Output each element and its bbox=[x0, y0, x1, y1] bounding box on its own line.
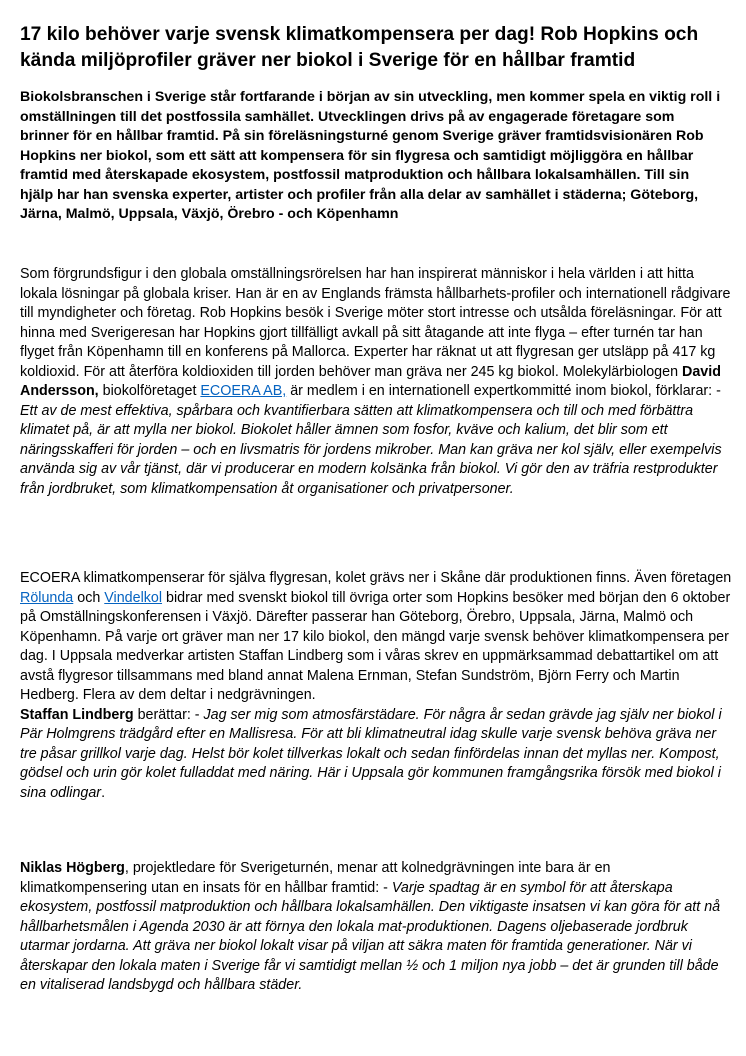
paragraph-ecoera bbox=[20, 569, 732, 803]
quote-david-andersson: Ett av de mest effektiva, spårbara och kvantifierbara sätten att klimatkompensera och till och med förbättra klimatet på, är att mylla ner biokol. Biokolet håller ämnen som fosfor, kväve och kalium, det blir som ett näringsskafferi för jorden – och en livsmatris för jordens mikrober. Man kan gräva ner kol själv, eller exempelvis använda sig av vår tjänst, där vi producerar en modern kolsänka från biokol. Vi gör den av träfria restprodukter från jordbruket, som klimatkompensation åt organisationer och privatpersoner. bbox=[20, 402, 722, 497]
paragraph-text: bidrar med svenskt biokol till övriga orter som Hopkins besöker med början den 6 oktober på Omställningskonferensen i Växjö. Därefter passerar han Göteborg, Örebro, Uppsala, Järna, Malmö och Köpenhamn. På varje ort gräver man ner 17 kilo biokol, den mängd varje svensk behöver klimatkompensera per dag. I Uppsala medverkar artisten Staffan Lindberg som i våras skrev en uppmärksammad debattartikel om att avstå flygresor tillsammans med bland annat Malena Ernman, Stefan Sundström, Björn Ferry och Martin Hedberg. Flera av dem deltar i nedgrävningen. bbox=[20, 589, 731, 703]
article-title: 17 kilo behöver varje svensk klimatkompensera per dag! Rob Hopkins och kända miljöprofiler gräver ner biokol i Sverige för en hållbar framtid bbox=[20, 24, 699, 71]
quote-staffan-lindberg: Jag ser mig som atmosfärstädare. För några år sedan grävde jag själv ner biokol i Pär Holmgrens trädgård efter en Mallisresa. För att bli klimatneutral idag skulle varje svensk behöva gräva ner tre påsar grillkol varje dag. Helst bör kolet tillverkas lokalt och sedan finfördelas innan det myllas ner. Kompost, gödsel och urin gör kolet fulladdat med näring. Här i Uppsala gör kommunen framgångsrika försök med biokol i sina odlingar bbox=[20, 706, 722, 801]
link-vindelkol[interactable]: Vindelkol bbox=[104, 589, 163, 606]
person-name-staffan-lindberg: Staffan Lindberg bbox=[20, 706, 134, 723]
paragraph-text: ECOERA klimatkompenserar för själva flygresan, kolet grävs ner i Skåne där produktionen finns. Även företagen bbox=[20, 570, 732, 586]
paragraph-text: och bbox=[73, 589, 105, 606]
paragraph-hogberg bbox=[20, 859, 732, 996]
quote-niklas-hogberg: Varje spadtag är en symbol för att återskapa ekosystem, postfossil matproduktion och hållbara lokalsamhällen. Den viktigaste insatsen vi kan göra för att nå hållbarhetsmålen i Agenda 2030 är att förnya den lokala mat-produktionen. Dagens oljebaserade jordbruk utarmar jordarna. Att gräva ner biokol lokalt visar på viljan att säkra maten för framtida generationer. När vi återskapar den lokala maten i Sverige får vi samtidigt mellan ½ och 1 miljon nya jobb – det är grunden till både en vitaliserad landsbygd och hållbara städer. bbox=[20, 879, 721, 993]
paragraph-text: . bbox=[101, 784, 106, 801]
paragraph-text: är medlem i en internationell expertkommitté inom biokol, förklarar: - bbox=[286, 383, 721, 399]
paragraph-text: berättar: - bbox=[133, 706, 204, 723]
paragraph-hopkins bbox=[20, 265, 732, 499]
link-ecoera[interactable]: ECOERA AB, bbox=[200, 383, 287, 399]
person-name-niklas-hogberg: Niklas Högberg bbox=[20, 860, 125, 876]
paragraph-text: biokolföretaget bbox=[98, 383, 201, 399]
article-lead: Biokolsbranschen i Sverige står fortfarande i början av sin utveckling, men kommer spela en viktig roll i omställningen till det postfossila samhället. Utvecklingen drivs på av engagerade företagare som brinner för en hållbar framtid. På sin föreläsningsturné genom Sverige gräver framtidsvisionären Rob Hopkins ner biokol, som ett sätt att kompensera för sin flygresa och samtidigt möjliggöra en hållbar framtid med återskapade ekosystem, postfossil matproduktion och hållbara lokalsamhällen. Till sin hjälp har han svenska experter, artister och profiler från alla delar av samhället i städerna; Göteborg, Järna, Malmö, Uppsala, Växjö, Örebro - och Köpenhamn bbox=[20, 89, 721, 222]
paragraph-text: Som förgrundsfigur i den globala omställningsrörelsen har han inspirerat människor i hela världen i att hitta lokala lösningar på globala kriser. Han är en av Englands främsta hållbarhets-profiler och internationell rådgivare till myndigheter och företag. Rob Hopkins besök i Sverige möter stort intresse och utsålda föreläsningar. För att hinna med Sverigeresan har Hopkins gjort tillfälligt avkall på sitt åtagande att inte flyga – efter turnén tar han flyget från Köpenhamn till en konferens på Mallorca. Experter har räknat ut att flygresan ger utsläpp på 417 kg koldioxid. För att återföra koldioxiden till jorden behöver man gräva ner 245 kg biokol. Molekylärbiologen bbox=[20, 266, 731, 380]
person-name-david-andersson: David Andersson, bbox=[20, 363, 721, 399]
link-rolunda[interactable]: Rölunda bbox=[20, 589, 74, 606]
paragraph-text: , projektledare för Sverigeturnén, menar att kolnedgrävningen inte bara är en klimatkompensering utan en insats för en hållbar framtid: - bbox=[20, 860, 611, 896]
